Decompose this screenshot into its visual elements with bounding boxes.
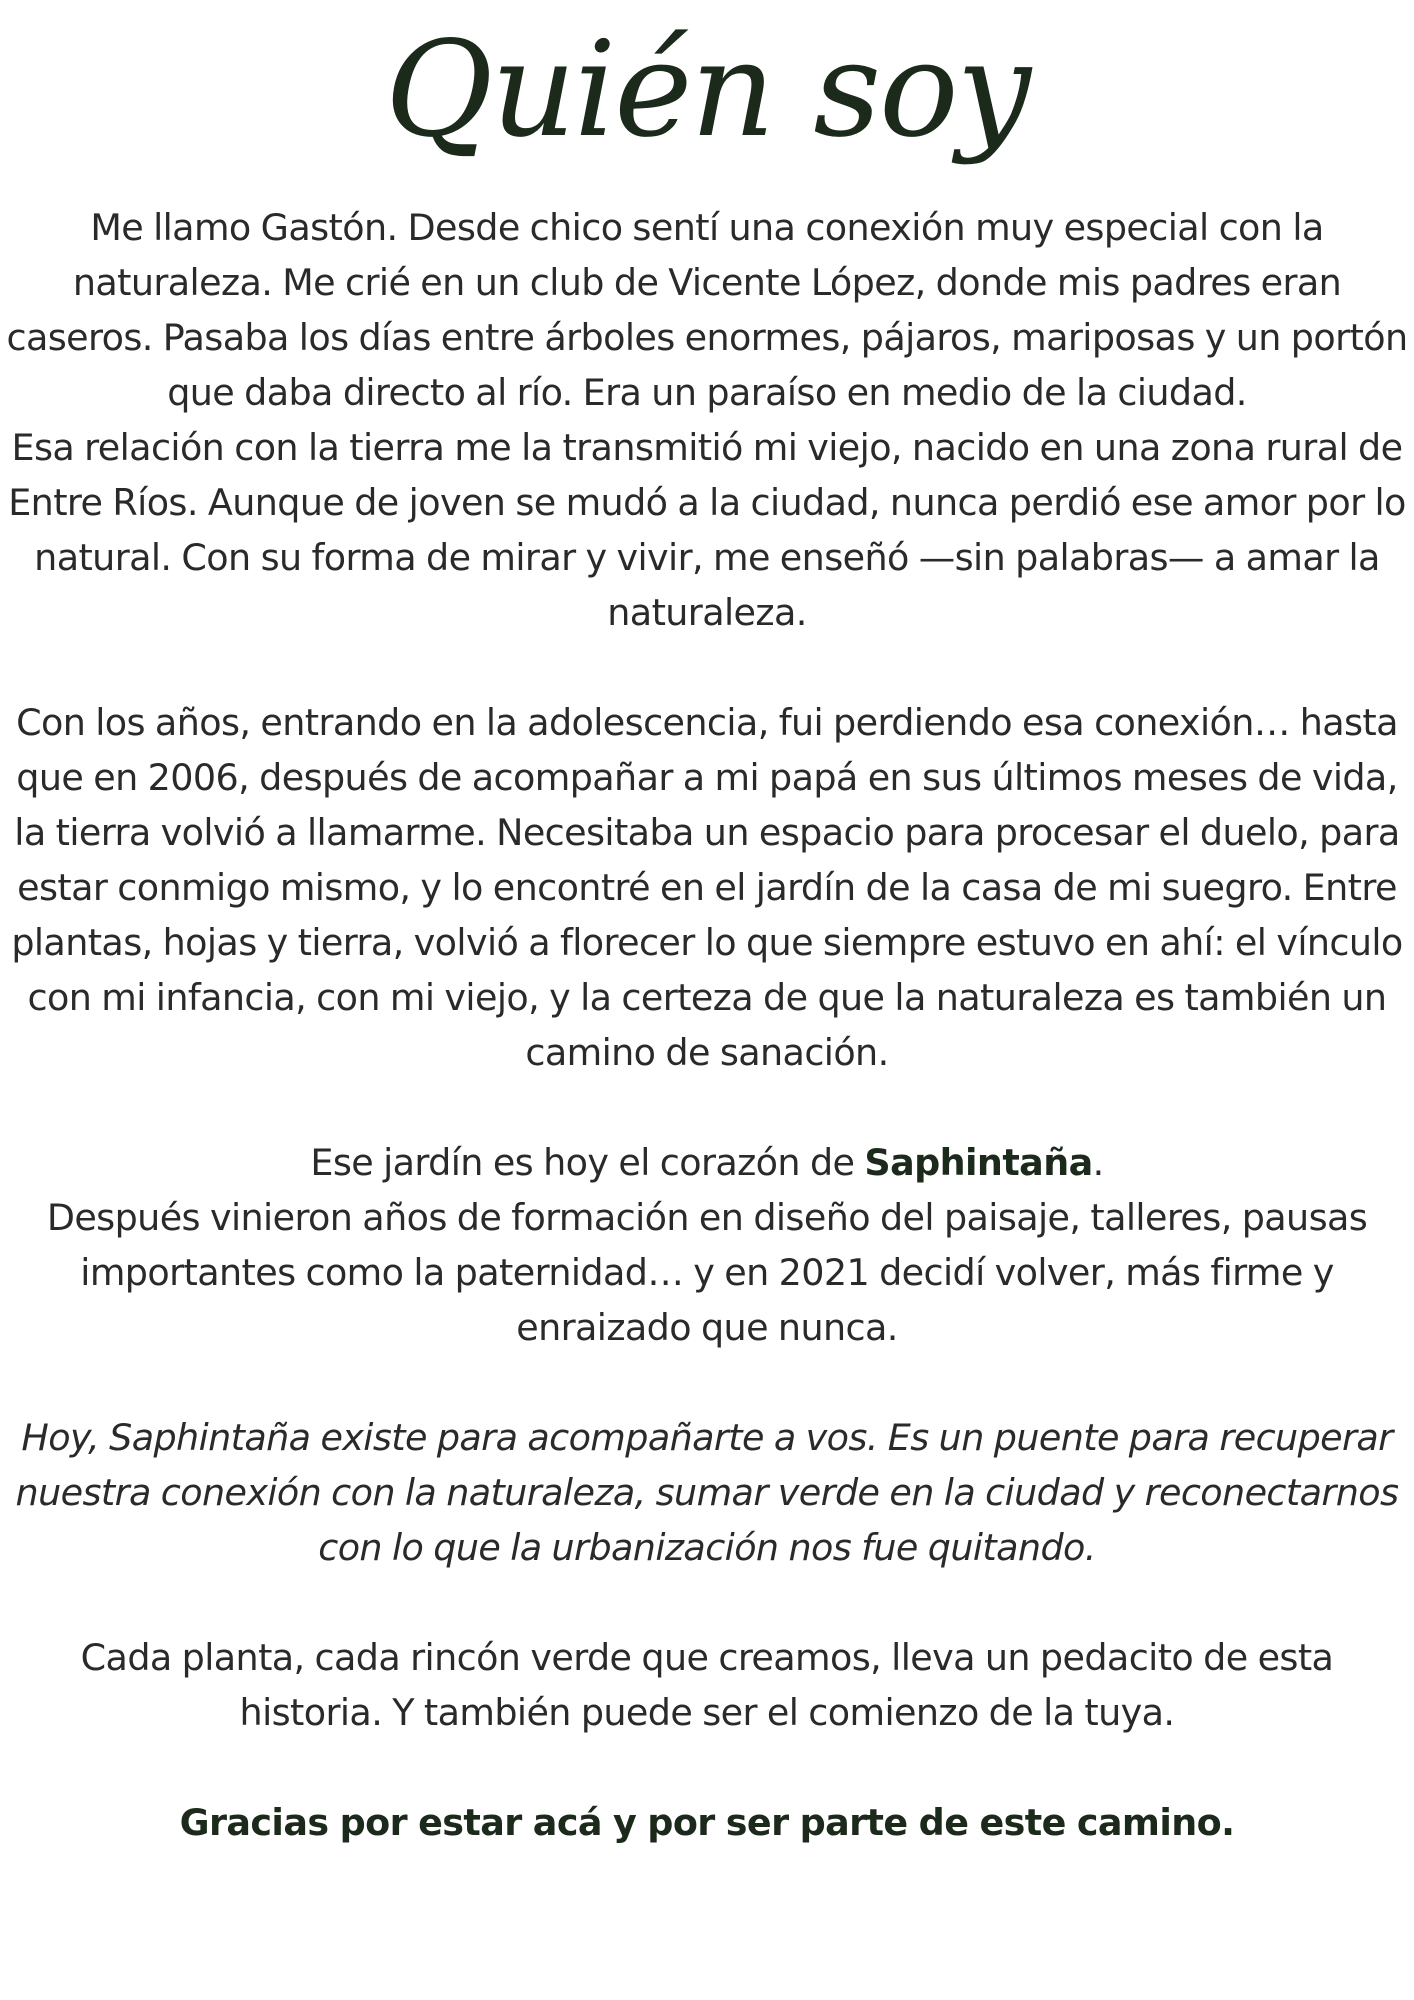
- paragraph-childhood: Me llamo Gastón. Desde chico sentí una conexión muy especial con la naturaleza. Me crié en un club de Vicente López, donde mis padres eran caseros. Pasaba los días entre árboles enormes, pájaros, mariposas y un portón que daba directo al río. Era un paraíso en medio de la ciudad.: [6, 206, 1408, 414]
- paragraph-reconnection: Con los años, entrando en la adolescencia, fui perdiendo esa conexión… hasta que en 2006, después de acompañar a mi papá en sus últimos meses de vida, la tierra volvió a llamarme. Necesitaba un espacio para procesar el duelo, para estar conmigo mismo, y lo encontré en el jardín de la casa de mi suegro. Entre plantas, hojas y tierra, volvió a florecer lo que siempre estuvo en ahí: el vínculo con mi infancia, con mi viejo, y la certeza de que la naturaleza es también un camino de sanación.: [11, 701, 1403, 1074]
- spacer: [6, 1080, 1408, 1135]
- page-title: Quién soy: [384, 13, 1030, 167]
- paragraph-garden-end: .: [1092, 1141, 1104, 1184]
- paragraph-story: Cada planta, cada rincón verde que creamos, lleva un pedacito de esta historia. Y también puede ser el comienzo de la tuya.: [80, 1636, 1334, 1734]
- spacer: [6, 640, 1408, 695]
- paragraph-garden-text: Ese jardín es hoy el corazón de: [310, 1141, 865, 1184]
- paragraph-training: Después vinieron años de formación en diseño del paisaje, talleres, pausas importantes como la paternidad… y en 2021 decidí volver, más firme y enraizado que nunca.: [46, 1196, 1368, 1349]
- paragraph-mission: Hoy, Saphintaña existe para acompañarte a vos. Es un puente para recuperar nuestra conexión con la naturaleza, sumar verde en la ciudad y reconectarnos con lo que la urbanización nos fue quitando.: [15, 1416, 1399, 1569]
- brand-name: Saphintaña: [864, 1141, 1093, 1184]
- paragraph-garden: [6, 1135, 1408, 1190]
- spacer: [6, 1355, 1408, 1410]
- paragraph-father: Esa relación con la tierra me la transmitió mi viejo, nacido en una zona rural de Entre Ríos. Aunque de joven se mudó a la ciudad, nunca perdió ese amor por lo natural. Con su forma de mirar y vivir, me enseñó —sin palabras— a amar la naturaleza.: [8, 426, 1406, 634]
- about-body: [6, 200, 1408, 1850]
- spacer: [6, 1740, 1408, 1795]
- closing-thanks: Gracias por estar acá y por ser parte de este camino.: [179, 1801, 1235, 1844]
- spacer: [6, 1575, 1408, 1630]
